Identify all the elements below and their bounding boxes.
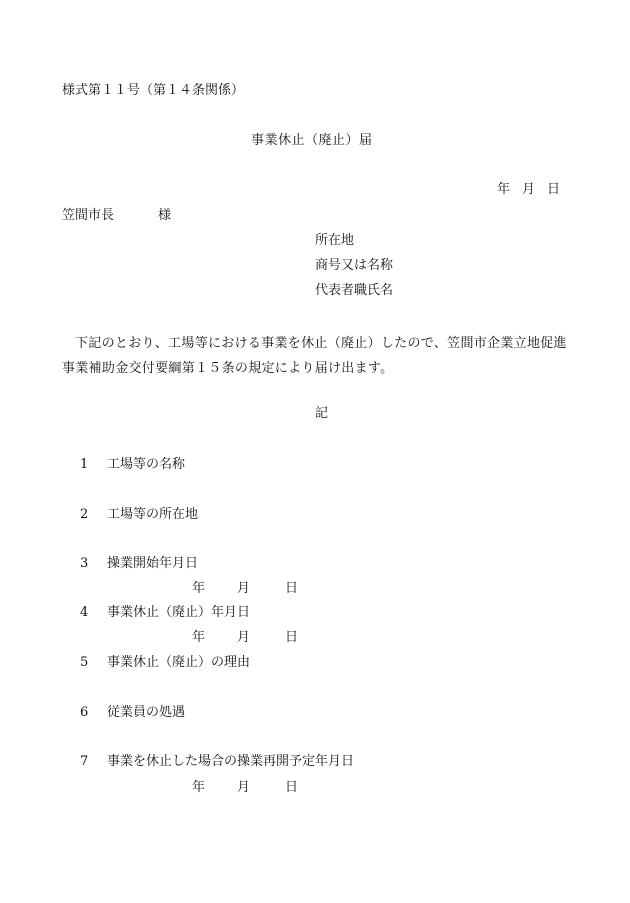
date-day: 日	[547, 182, 561, 197]
applicant-location-label: 所在地	[315, 233, 355, 248]
day-label: 日	[285, 780, 299, 795]
addressee-honorific: 様	[158, 208, 172, 223]
item-number: 3	[80, 556, 89, 571]
item-number: 7	[80, 754, 89, 769]
addressee-name: 笠間市長	[62, 208, 115, 223]
year-label: 年	[192, 581, 206, 596]
item-label: 事業休止（廃止）年月日	[107, 605, 251, 620]
item-number: 1	[80, 457, 89, 472]
month-label: 月	[237, 630, 251, 645]
year-label: 年	[192, 780, 206, 795]
form-number: 様式第１１号（第１４条関係）	[62, 83, 245, 98]
item-resumption-date	[80, 755, 354, 768]
body-paragraph: 下記のとおり、工場等における事業を休止（廃止）したので、笠間市企業立地促進事業補助金交付要綱第１５条の規定により届け出ます。	[62, 336, 567, 376]
resumption-date-field	[192, 781, 298, 794]
item-label: 操業開始年月日	[107, 556, 199, 571]
day-label: 日	[285, 630, 299, 645]
year-label: 年	[192, 630, 206, 645]
submission-date	[497, 183, 560, 196]
item-factory-name	[80, 458, 185, 471]
applicant-representative-label: 代表者職氏名	[315, 283, 394, 298]
day-label: 日	[285, 581, 299, 596]
item-operation-start-date	[80, 557, 198, 570]
date-year: 年	[497, 182, 511, 197]
item-label: 従業員の処遇	[107, 705, 186, 720]
item-number: 4	[80, 605, 89, 620]
document-title: 事業休止（廃止）届	[251, 133, 373, 148]
item-number: 6	[80, 705, 89, 720]
operation-start-date-field	[192, 582, 298, 595]
date-month: 月	[522, 182, 536, 197]
item-suspension-date	[80, 606, 250, 619]
suspension-date-field	[192, 631, 298, 644]
item-label: 工場等の名称	[107, 457, 186, 472]
item-label: 事業を休止した場合の操業再開予定年月日	[107, 754, 355, 769]
ki-heading: 記	[315, 406, 329, 421]
item-factory-location	[80, 508, 198, 521]
item-number: 5	[80, 655, 89, 670]
addressee	[62, 209, 171, 222]
month-label: 月	[237, 581, 251, 596]
month-label: 月	[237, 780, 251, 795]
item-employee-treatment	[80, 706, 185, 719]
item-label: 事業休止（廃止）の理由	[107, 655, 251, 670]
item-label: 工場等の所在地	[107, 507, 199, 522]
item-suspension-reason	[80, 656, 250, 669]
applicant-trade-name-label: 商号又は名称	[315, 258, 394, 273]
item-number: 2	[80, 507, 89, 522]
